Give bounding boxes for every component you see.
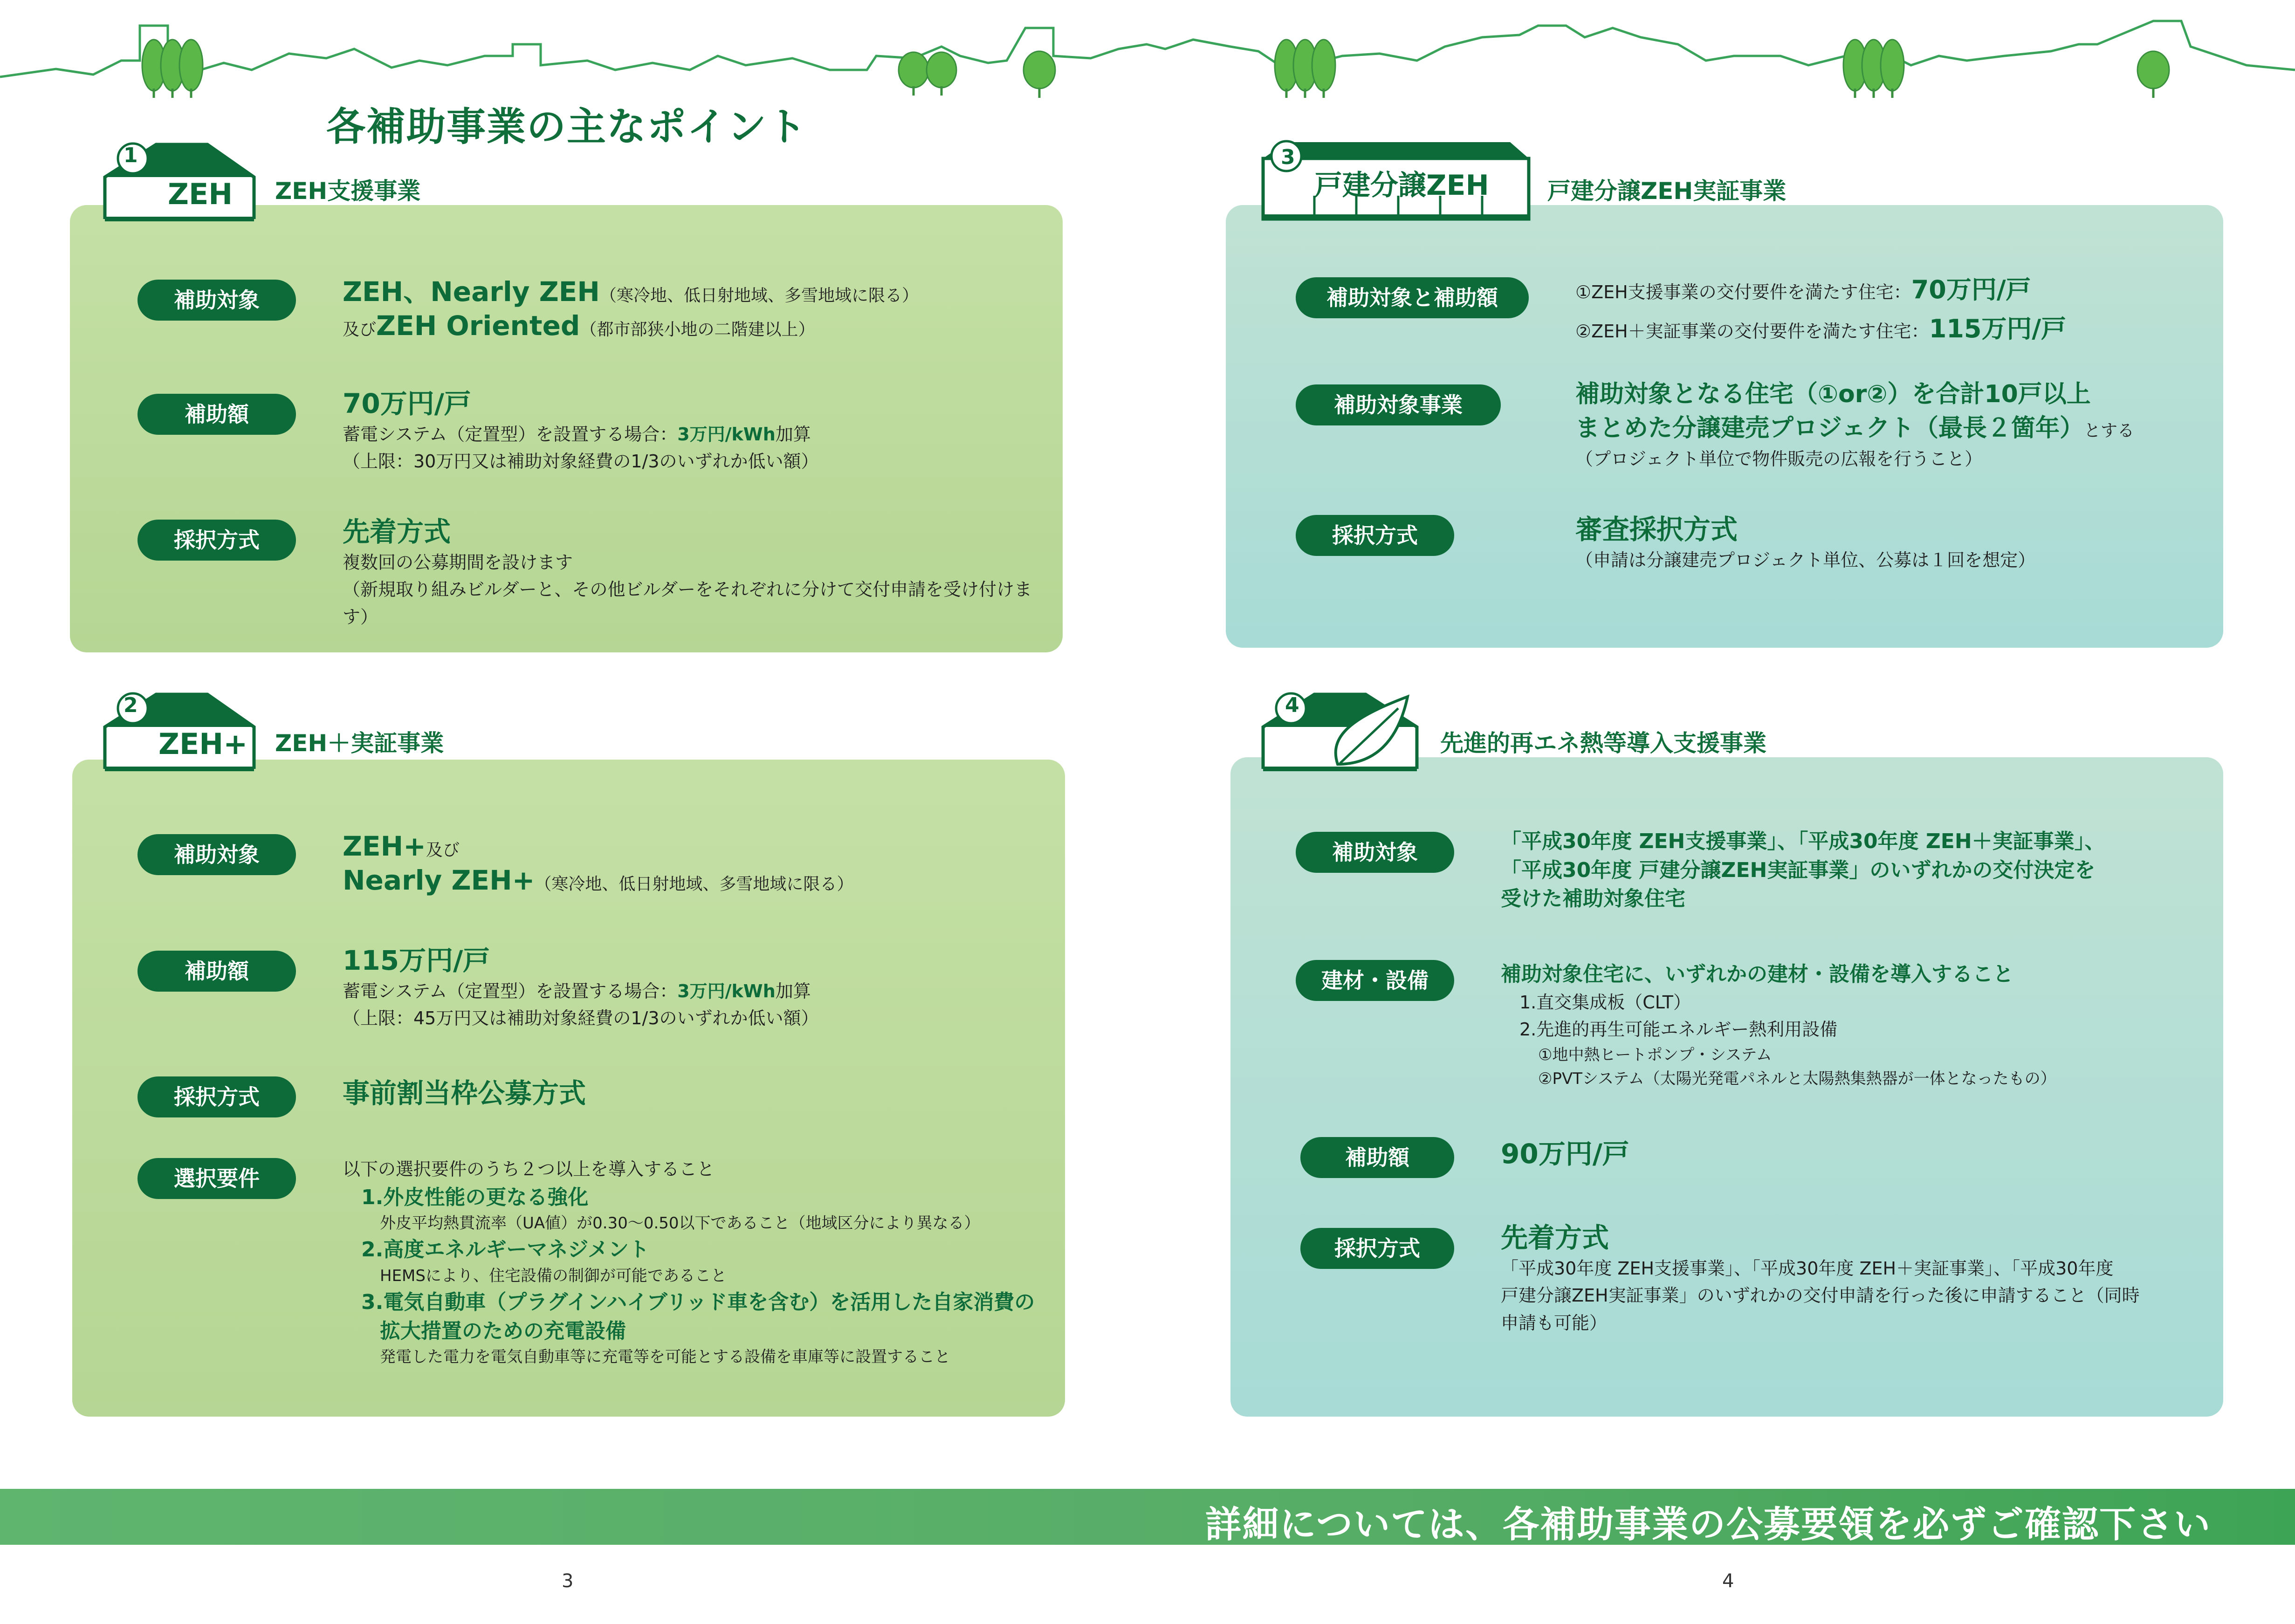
section1-amount-big: 70万円/戸: [343, 388, 471, 419]
section3-target-accent1: 70万円/戸: [1911, 275, 2031, 304]
section2-amount-cap: （上限：45万円又は補助対象経費の1/3のいずれか低い額）: [343, 1008, 819, 1029]
section3-project-line2-post: とする: [2083, 421, 2134, 440]
section4-equip-item2: 2.先進的再生可能エネルギー熱利用設備: [1519, 1019, 1838, 1040]
section3-method-label: 採択方式: [1296, 515, 1454, 556]
section2-amount-big: 115万円/戸: [343, 945, 490, 976]
section2-select-text: [343, 1156, 1042, 1369]
section1-amount-text: [343, 387, 1042, 475]
section4-method-line2: 「平成30年度 ZEH支援事業」、「平成30年度 ZEH＋実証事業」、「平成30年度: [1501, 1258, 2114, 1279]
section4-equip-label: 建材・設備: [1296, 960, 1454, 1001]
section2-method-text: [343, 1076, 1042, 1110]
section3-project-label: 補助対象事業: [1296, 384, 1501, 425]
section2-target-text: [343, 829, 1042, 897]
page-number-left: 3: [562, 1570, 574, 1592]
section4-method-text: [1501, 1221, 2209, 1337]
section3-target-label: 補助対象と補助額: [1296, 277, 1529, 318]
section2-select-intro: 以下の選択要件のうち２つ以上を導入すること: [343, 1159, 715, 1179]
section2-item3-line1: 電気自動車（プラグインハイブリッド車を含む）を活用した自家消費の: [383, 1290, 1035, 1315]
section2-item1-sub: 外皮平均熱貫流率（UA値）が0.30～0.50以下であること（地域区分により異なる）: [380, 1214, 980, 1233]
section1-method-big: 先着方式: [343, 516, 451, 548]
section2-item2-sub: HEMSにより、住宅設備の制御が可能であること: [380, 1267, 727, 1286]
section1-amount-post: 加算: [775, 424, 811, 445]
section4-equip-item1: 1.直交集成板（CLT）: [1519, 992, 1691, 1013]
section4-equip-big: 補助対象住宅に、いずれかの建材・設備を導入すること: [1501, 962, 2013, 986]
section4-method-line3: 戸建分譲ZEH実証事業」のいずれかの交付申請を行った後に申請すること（同時: [1501, 1285, 2140, 1306]
section4-target-line3: 受けた補助対象住宅: [1501, 887, 1685, 911]
section1-amount-label: 補助額: [137, 394, 296, 435]
section2-target-note1: 及び: [426, 841, 460, 860]
section1-target-text: [343, 275, 1042, 343]
page-number-right: 4: [1722, 1570, 1734, 1592]
section2-number: 2: [124, 693, 138, 717]
section4-equip-item2b: ②PVTシステム（太陽光発電パネルと太陽熱集熱器が一体となったもの）: [1538, 1069, 2056, 1089]
section3-project-line1: 補助対象となる住宅（①or②）を合計10戸以上: [1575, 380, 2091, 408]
section1-target-big2: ZEH Oriented: [376, 309, 580, 342]
section4-number: 4: [1285, 693, 1299, 717]
section1-badge: ZEH: [168, 177, 233, 211]
section1-method-label: 採択方式: [137, 520, 296, 561]
section4-target-line2: 「平成30年度 戸建分譲ZEH実証事業」のいずれかの交付決定を: [1501, 858, 2096, 882]
section3-target-text: [1575, 270, 2228, 348]
section2-item3-sub: 発電した電力を電気自動車等に充電等を可能とする設備を車庫等に設置すること: [380, 1348, 950, 1367]
section1-target-note2: （都市部狭小地の二階建以上）: [580, 320, 815, 339]
section4-equip-item2a: ①地中熱ヒートポンプ・システム: [1538, 1046, 1772, 1065]
section4-amount-label: 補助額: [1300, 1137, 1454, 1178]
section4-equip-text: [1501, 960, 2209, 1091]
section2-badge: ZEH+: [158, 727, 248, 761]
section2-amount-post: 加算: [775, 980, 811, 1001]
section3-method-text: [1575, 513, 2228, 574]
section2-name: ZEH＋実証事業: [275, 730, 444, 757]
section1-method-text: [343, 515, 1042, 631]
section1-target-big1: ZEH、Nearly ZEH: [343, 276, 600, 308]
page-title: 各補助事業の主なポイント: [326, 104, 808, 150]
section2-amount-pre: 蓄電システム（定置型）を設置する場合：: [343, 980, 678, 1001]
section2-target-note2: （寒冷地、低日射地域、多雪地域に限る）: [535, 874, 854, 894]
section3-target-pre1: ①ZEH支援事業の交付要件を満たす住宅：: [1575, 282, 1911, 302]
skyline-decoration: [0, 0, 2295, 107]
section1-number: 1: [124, 144, 138, 167]
section3-number: 3: [1281, 145, 1295, 169]
section3-project-line2-accent: まとめた分譲建売プロジェクト（最長２箇年）: [1575, 414, 2084, 442]
section4-target-text: [1501, 827, 2209, 913]
section4-target-label: 補助対象: [1296, 832, 1454, 873]
section2-amount-text: [343, 944, 1042, 1032]
section2-target-big2: Nearly ZEH+: [343, 864, 535, 896]
section2-method-big: 事前割当枠公募方式: [343, 1077, 586, 1109]
leaf-house-icon: [1258, 685, 1422, 778]
section1-amount-accent: 3万円/kWh: [677, 424, 776, 445]
section3-project-line3: （プロジェクト単位で物件販売の広報を行うこと）: [1575, 448, 1983, 469]
section4-name: 先進的再エネ熱等導入支援事業: [1440, 730, 1766, 757]
section2-item2: 高度エネルギーマネジメント: [383, 1238, 650, 1262]
section4-amount-text: [1501, 1137, 2209, 1171]
section2-target-label: 補助対象: [137, 834, 296, 875]
section2-item1: 外皮性能の更なる強化: [383, 1185, 589, 1209]
section2-item3-num: 3.: [361, 1290, 384, 1315]
section1-target-note1: （寒冷地、低日射地域、多雪地域に限る）: [599, 286, 919, 305]
section2-amount-label: 補助額: [137, 951, 296, 992]
section3-target-pre2: ②ZEH＋実証事業の交付要件を満たす住宅：: [1575, 321, 1929, 342]
section3-name: 戸建分譲ZEH実証事業: [1547, 178, 1787, 205]
section2-target-big1: ZEH+: [343, 830, 426, 862]
section1-target-pre2: 及び: [343, 320, 377, 339]
section2-item1-num: 1.: [361, 1185, 384, 1209]
section1-method-line2: 複数回の公募期間を設けます: [343, 552, 573, 573]
section1-name: ZEH支援事業: [275, 178, 421, 205]
section4-amount-big: 90万円/戸: [1501, 1138, 1629, 1170]
section4-target-line1: 「平成30年度 ZEH支援事業」、「平成30年度 ZEH＋実証事業」、: [1501, 829, 2105, 853]
section1-amount-cap: （上限：30万円又は補助対象経費の1/3のいずれか低い額）: [343, 451, 819, 472]
section3-method-big: 審査採択方式: [1575, 514, 1738, 545]
section2-item2-num: 2.: [361, 1238, 384, 1262]
section1-method-line3: （新規取り組みビルダーと、その他ビルダーをそれぞれに分けて交付申請を受け付けます）: [343, 579, 1032, 628]
section3-target-accent2: 115万円/戸: [1929, 314, 2067, 343]
section3-project-text: [1575, 377, 2228, 473]
footer-banner: [0, 1489, 2295, 1545]
section3-method-line2: （申請は分譲建売プロジェクト単位、公募は１回を想定）: [1575, 549, 2036, 570]
section2-select-label: 選択要件: [137, 1158, 296, 1199]
section1-target-label: 補助対象: [137, 280, 296, 321]
section4-method-label: 採択方式: [1300, 1228, 1454, 1269]
section3-badge: 戸建分譲ZEH: [1314, 169, 1489, 202]
banner-text: 詳細については、各補助事業の公募要領を必ずご確認下さい: [1205, 1504, 2211, 1546]
section4-method-line4: 申請も可能）: [1501, 1313, 1608, 1334]
section2-item3-line2: 拡大措置のための充電設備: [380, 1319, 626, 1343]
section4-method-big: 先着方式: [1501, 1222, 1609, 1254]
section2-amount-accent: 3万円/kWh: [677, 980, 776, 1001]
section2-method-label: 採択方式: [137, 1076, 296, 1117]
section1-amount-pre: 蓄電システム（定置型）を設置する場合：: [343, 424, 678, 445]
